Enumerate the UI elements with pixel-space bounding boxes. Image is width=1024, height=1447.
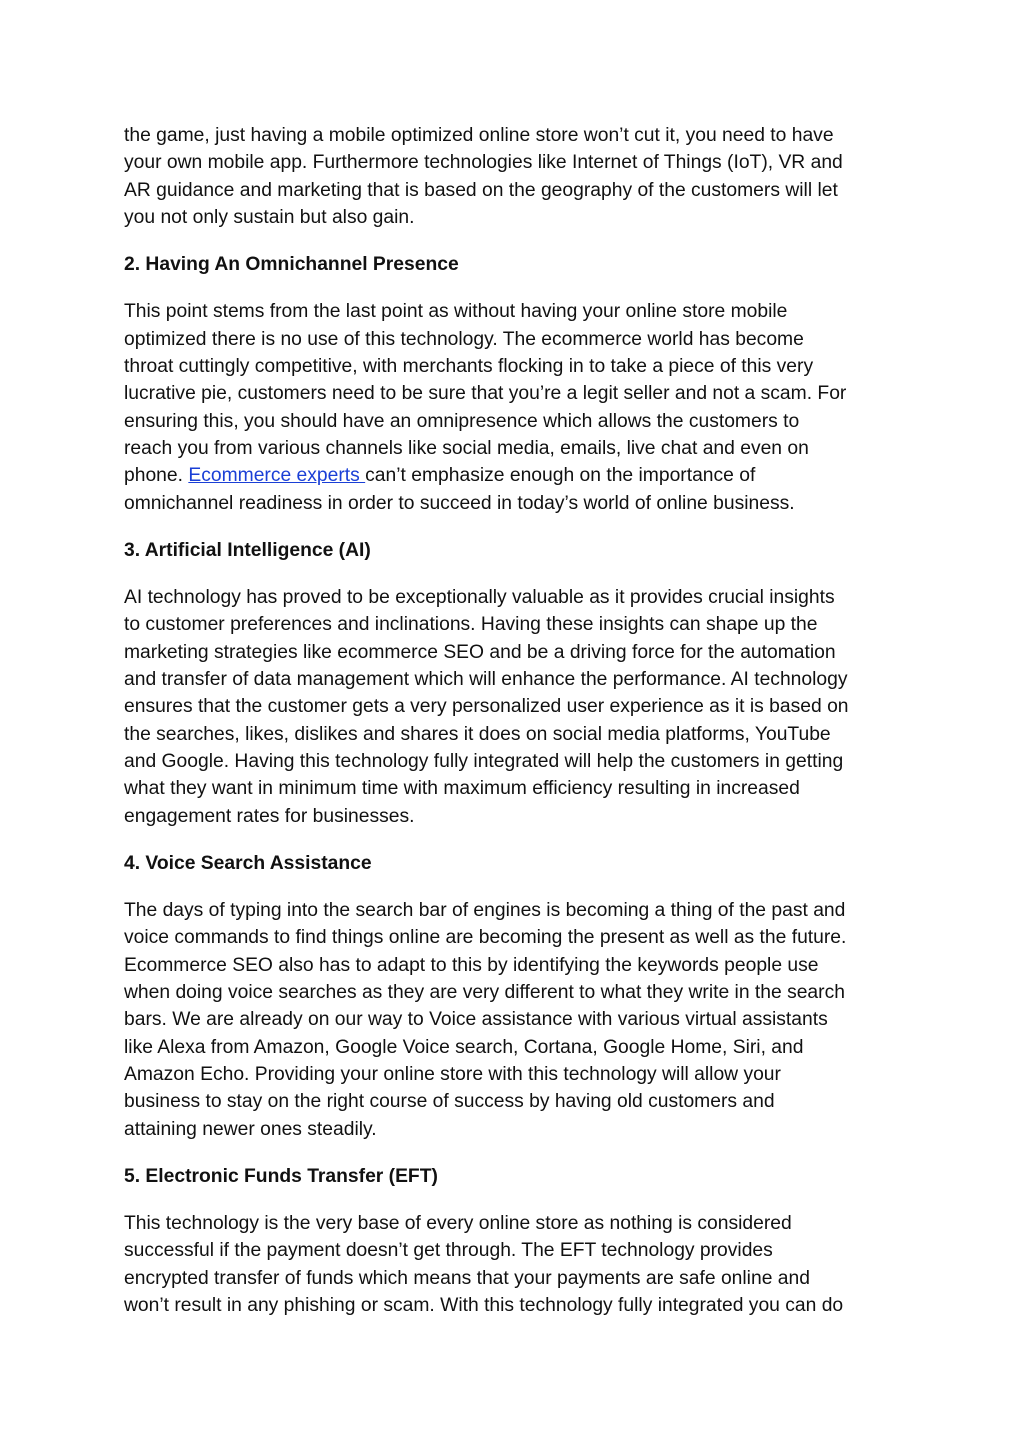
eft-paragraph: [124, 1210, 914, 1319]
text-line: AR guidance and marketing that is based on the geography of the customers will let: [124, 179, 838, 201]
text-line: Amazon Echo. Providing your online store with this technology will allow your: [124, 1063, 781, 1085]
text-line: to customer preferences and inclinations. Having these insights can shape up the: [124, 614, 818, 636]
text-line: Ecommerce SEO also has to adapt to this by identifying the keywords people use: [124, 954, 819, 976]
text-line: business to stay on the right course of success by having old customers and: [124, 1091, 775, 1113]
text-line: the game, just having a mobile optimized online store won’t cut it, you need to have: [124, 125, 834, 146]
section-heading-ai: 3. Artificial Intelligence (AI): [124, 539, 371, 561]
text-line: encrypted transfer of funds which means that your payments are safe online and: [124, 1267, 810, 1289]
text-line: AI technology has proved to be exceptionally valuable as it provides crucial insights: [124, 587, 835, 609]
intro-paragraph: [124, 122, 914, 231]
text-line: the searches, likes, dislikes and shares it does on social media platforms, YouTube: [124, 723, 831, 745]
text-line-with-link: [124, 462, 914, 489]
text-line: ensures that the customer gets a very personalized user experience as it is based on: [124, 696, 849, 718]
text-line: what they want in minimum time with maximum efficiency resulting in increased: [124, 778, 800, 800]
text-line: successful if the payment doesn’t get through. The EFT technology provides: [124, 1240, 773, 1262]
text-line: attaining newer ones steadily.: [124, 1118, 377, 1140]
ai-paragraph: [124, 584, 914, 830]
text-line: ensuring this, you should have an omnipresence which allows the customers to: [124, 410, 800, 432]
section-heading-eft: 5. Electronic Funds Transfer (EFT): [124, 1165, 438, 1187]
voice-search-paragraph: [124, 897, 914, 1143]
text-line: marketing strategies like ecommerce SEO and be a driving force for the automation: [124, 641, 836, 663]
text-line: your own mobile app. Furthermore technologies like Internet of Things (IoT), VR and: [124, 152, 843, 174]
text-line: and Google. Having this technology fully integrated will help the customers in getting: [124, 750, 844, 772]
text-line: bars. We are already on our way to Voice assistance with various virtual assistants: [124, 1009, 828, 1031]
link-prefix-text: phone.: [124, 465, 189, 487]
text-line: This technology is the very base of every online store as nothing is considered: [124, 1213, 792, 1235]
ecommerce-experts-link[interactable]: Ecommerce experts: [188, 465, 366, 487]
text-line: you not only sustain but also gain.: [124, 206, 415, 228]
text-line: like Alexa from Amazon, Google Voice search, Cortana, Google Home, Siri, and: [124, 1036, 804, 1058]
text-line: lucrative pie, customers need to be sure that you’re a legit seller and not a scam. For: [124, 383, 847, 405]
text-line: The days of typing into the search bar of engines is becoming a thing of the past and: [124, 900, 846, 922]
text-line: and transfer of data management which will enhance the performance. AI technology: [124, 669, 848, 691]
link-suffix-text: can’t emphasize enough on the importance of: [365, 465, 756, 487]
text-line: reach you from various channels like social media, emails, live chat and even on: [124, 437, 809, 459]
text-line: voice commands to find things online are becoming the present as well as the future.: [124, 927, 847, 949]
document-page: [124, 122, 914, 1339]
text-line: won’t result in any phishing or scam. With this technology fully integrated you can do: [124, 1294, 844, 1316]
section-heading-voice-search: 4. Voice Search Assistance: [124, 852, 372, 874]
text-line: engagement rates for businesses.: [124, 805, 415, 827]
text-line: throat cuttingly competitive, with merchants flocking in to take a piece of this very: [124, 356, 814, 378]
text-line: omnichannel readiness in order to succeed in today’s world of online business.: [124, 492, 795, 514]
text-line: when doing voice searches as they are very different to what they write in the search: [124, 982, 845, 1004]
text-line: optimized there is no use of this technology. The ecommerce world has become: [124, 328, 804, 350]
text-line: This point stems from the last point as without having your online store mobile: [124, 301, 788, 323]
omnichannel-paragraph: [124, 298, 914, 516]
section-heading-omnichannel: 2. Having An Omnichannel Presence: [124, 254, 459, 276]
